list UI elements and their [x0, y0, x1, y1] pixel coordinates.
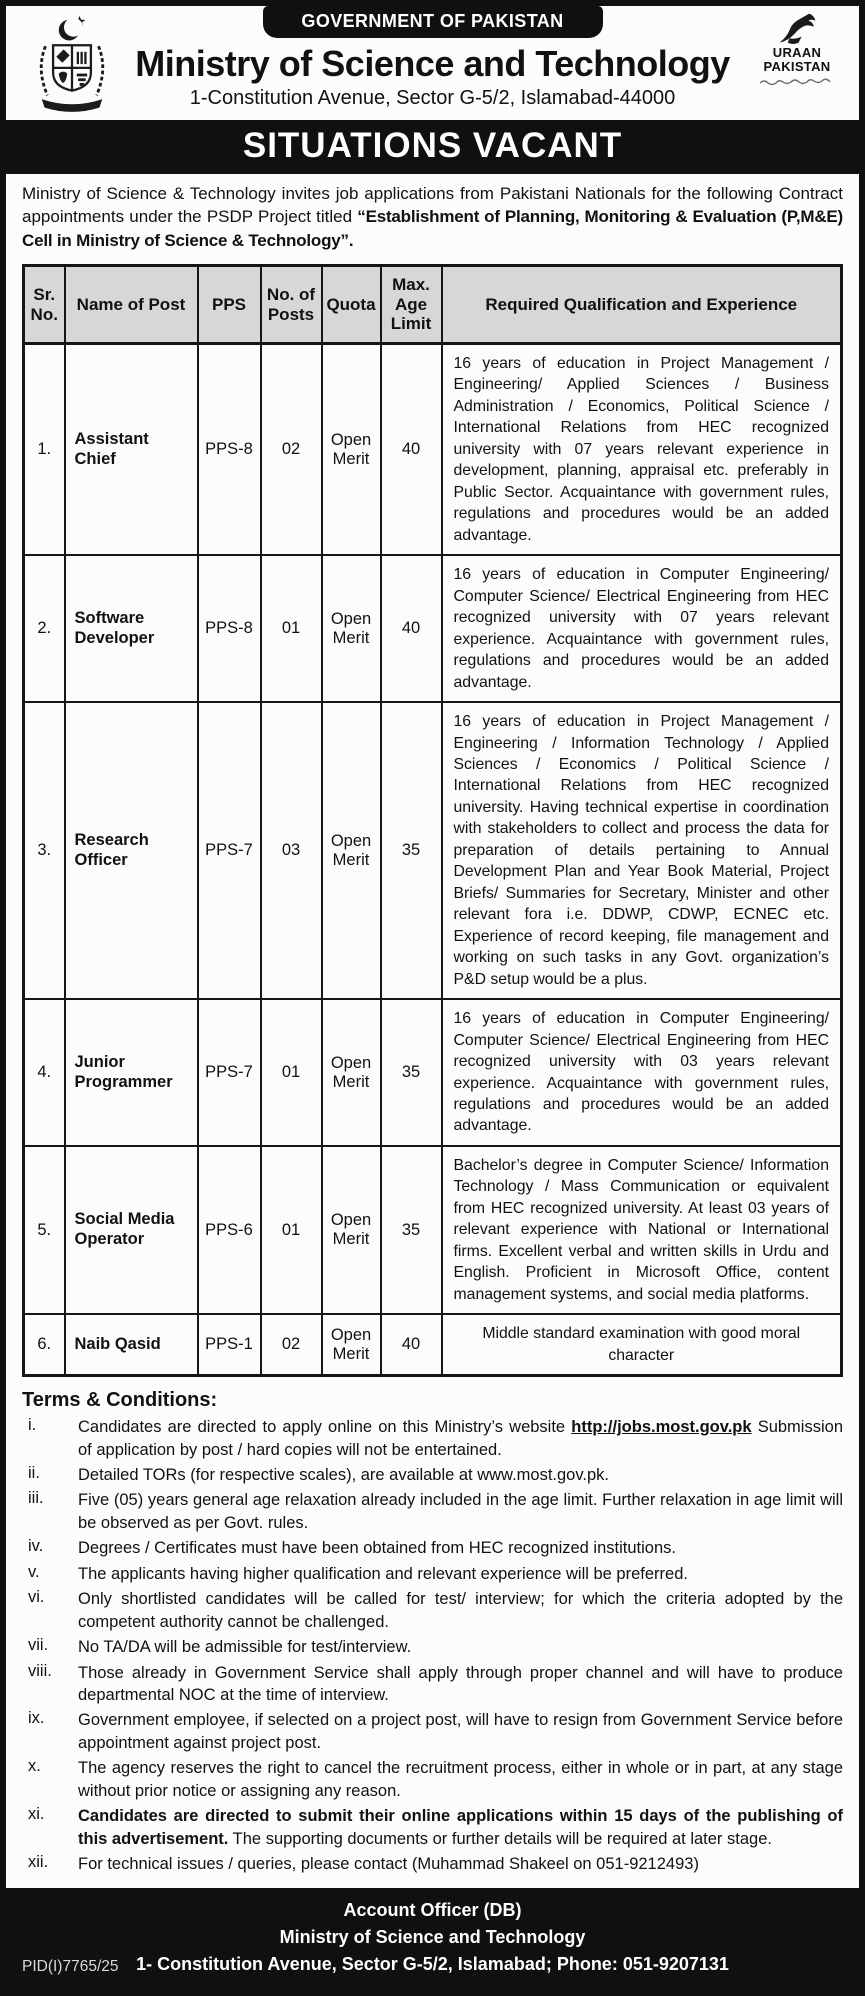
footer-lines: [6, 1897, 859, 1978]
column-header: No. of Posts: [261, 266, 322, 344]
text-segment: Those already in Government Service shall apply through proper channel and will have to produce departmental NOC at the time of interview.: [78, 1663, 843, 1704]
text-segment: Only shortlisted candidates will be called for test/ interview; for which the criteria adopted by the competent authority cannot be challenged.: [78, 1590, 843, 1631]
website-link[interactable]: http://jobs.most.gov.pk: [571, 1418, 752, 1437]
term-number: viii.: [28, 1661, 52, 1680]
no-of-posts-cell: 01: [261, 555, 322, 702]
term-number: vi.: [28, 1588, 45, 1607]
column-header: PPS: [198, 266, 261, 344]
term-text: [78, 1464, 843, 1486]
term-item: [22, 1563, 843, 1585]
quota-cell: Open Merit: [322, 1146, 381, 1314]
term-item: [22, 1709, 843, 1754]
term-text: [78, 1757, 843, 1802]
column-header: Sr. No.: [24, 266, 65, 344]
footer-line: Ministry of Science and Technology: [279, 1927, 586, 1948]
pakistan-label: PAKISTAN: [763, 58, 831, 74]
pps-cell: PPS-1: [198, 1314, 261, 1375]
column-header: Max. Age Limit: [381, 266, 442, 344]
pps-cell: PPS-6: [198, 1146, 261, 1314]
term-item: [22, 1489, 843, 1534]
max-age-cell: 40: [381, 344, 442, 556]
max-age-cell: 35: [381, 702, 442, 999]
pps-cell: PPS-8: [198, 344, 261, 556]
column-header: Quota: [322, 266, 381, 344]
term-number: iii.: [28, 1489, 44, 1508]
term-number: xii.: [28, 1853, 49, 1872]
quota-cell: Open Merit: [322, 999, 381, 1146]
qualification-cell: 16 years of education in Computer Engineering/ Computer Science/ Electrical Engineering from HEC recognized university with 07 years relevant experience. Acquaintance with government rules, regulations and procedures would be an added advantage.: [442, 555, 842, 702]
text-segment: Ministry of Science & Technology invites job applications from Pakistani Nationals for the following Contract appointments under the PSDP Project titled: [22, 184, 843, 227]
table-row: [24, 1146, 842, 1314]
ministry-address: 1-Constitution Avenue, Sector G-5/2, Islamabad-44000: [189, 87, 676, 109]
footer-line: Account Officer (DB): [343, 1900, 522, 1921]
term-number: iv.: [28, 1537, 44, 1556]
no-of-posts-cell: 01: [261, 999, 322, 1146]
pakistan-emblem-icon: [24, 14, 120, 123]
term-text: [78, 1805, 843, 1850]
vacancies-table: [22, 264, 843, 1377]
post-name-cell: Research Officer: [65, 702, 198, 999]
term-item: [22, 1537, 843, 1559]
ministry-title: Ministry of Science and Technology: [135, 43, 730, 84]
post-name-cell: Junior Programmer: [65, 999, 198, 1146]
qualification-cell: 16 years of education in Computer Engineering/ Computer Science/ Electrical Engineering from HEC recognized university with 03 years relevant experience. Acquaintance with government rules, regulations and procedures would be an added advantage.: [442, 999, 842, 1146]
text-segment: Five (05) years general age relaxation already included in the age limit. Further relaxation in age limit will be observed as per Govt. rules.: [78, 1491, 843, 1532]
term-number: i.: [28, 1416, 37, 1435]
max-age-cell: 40: [381, 1314, 442, 1375]
post-name-cell: Software Developer: [65, 555, 198, 702]
text-segment: Degrees / Certificates must have been obtained from HEC recognized institutions.: [78, 1539, 676, 1558]
sr-no-cell: 2.: [24, 555, 65, 702]
no-of-posts-cell: 02: [261, 344, 322, 556]
term-number: xi.: [28, 1805, 45, 1824]
term-text: [78, 1662, 843, 1707]
post-name-cell: Social Media Operator: [65, 1146, 198, 1314]
uraan-label: URAAN: [772, 45, 822, 60]
term-number: x.: [28, 1757, 41, 1776]
text-segment: No TA/DA will be admissible for test/interview.: [78, 1638, 412, 1657]
table-row: [24, 999, 842, 1146]
header: [6, 6, 859, 120]
text-segment: The agency reserves the right to cancel the recruitment process, either in whole or in part, at any stage without prior notice or assigning any reason.: [78, 1759, 843, 1800]
term-text: [78, 1537, 843, 1559]
terms-list: [22, 1416, 843, 1875]
term-item: [22, 1636, 843, 1658]
qualification-cell: Middle standard examination with good moral character: [442, 1314, 842, 1375]
sr-no-cell: 3.: [24, 702, 65, 999]
column-header: Name of Post: [65, 266, 198, 344]
text-segment: Candidates are directed to apply online on this Ministry’s website: [78, 1418, 572, 1437]
sr-no-cell: 6.: [24, 1314, 65, 1375]
text-segment: Detailed TORs (for respective scales), are available at www.most.gov.pk.: [78, 1466, 609, 1485]
pps-cell: PPS-7: [198, 702, 261, 999]
term-text: [78, 1853, 843, 1875]
text-segment: Submission of application by post / hard copies will not be entertained.: [78, 1418, 843, 1459]
post-name-cell: Assistant Chief: [65, 344, 198, 556]
term-text: [78, 1563, 843, 1585]
term-item: [22, 1588, 843, 1633]
uraan-pakistan-logo: [749, 12, 845, 91]
qualification-cell: 16 years of education in Project Management / Engineering/ Applied Sciences / Business Administration / Economics, Political Science / International Relations from HEC recognized university with 07 years relevant experience in development, planning, appraisal etc. preferably in Public Sector. Acquaintance with government rules, regulations and procedures would be an added advantage.: [442, 344, 842, 556]
max-age-cell: 40: [381, 555, 442, 702]
terms-section: [6, 1381, 859, 1888]
term-item: [22, 1805, 843, 1850]
term-item: [22, 1662, 843, 1707]
term-text: [78, 1588, 843, 1633]
situations-vacant-banner: SITUATIONS VACANT: [6, 120, 859, 174]
text-segment: Government employee, if selected on a project post, will have to resign from Government Service before appointment against project post.: [78, 1711, 843, 1752]
term-number: vii.: [28, 1636, 49, 1655]
max-age-cell: 35: [381, 999, 442, 1146]
footer-line: 1- Constitution Avenue, Sector G-5/2, Islamabad; Phone: 051-9207131: [136, 1954, 729, 1975]
sr-no-cell: 5.: [24, 1146, 65, 1314]
term-text: [78, 1636, 843, 1658]
table-header-row: [24, 266, 842, 344]
government-of-pakistan-badge: GOVERNMENT OF PAKISTAN: [263, 6, 603, 38]
term-number: ii.: [28, 1464, 40, 1483]
sr-no-cell: 1.: [24, 344, 65, 556]
pps-cell: PPS-7: [198, 999, 261, 1146]
no-of-posts-cell: 01: [261, 1146, 322, 1314]
post-name-cell: Naib Qasid: [65, 1314, 198, 1375]
qualification-cell: 16 years of education in Project Management / Engineering / Information Technology / Applied Sciences / Economics / Political Science / International Relations from HEC recognized university. Having technical expertise in coordination with stakeholders to collect and process the data for preparation of details pertaining to Annual Development Plan and Year Book Material, Project Briefs/ Summaries for Secretary, Minister and other relevant fora i.e. DDWP, CDWP, ECNEC etc. Experience of record keeping, file management and working on such tasks in any Govt. organization’s P&D setup would be a plus.: [442, 702, 842, 999]
quota-cell: Open Merit: [322, 555, 381, 702]
text-segment: The applicants having higher qualification and relevant experience will be preferred.: [78, 1564, 688, 1583]
pps-cell: PPS-8: [198, 555, 261, 702]
footer: [6, 1888, 859, 1990]
text-segment: The supporting documents or further details will be required at later stage.: [228, 1829, 772, 1848]
table-body: [24, 344, 842, 1376]
bird-icon: [774, 12, 820, 46]
quota-cell: Open Merit: [322, 1314, 381, 1375]
urdu-tagline: [758, 78, 836, 86]
max-age-cell: 35: [381, 1146, 442, 1314]
text-segment: For technical issues / queries, please contact (Muhammad Shakeel on 051-9212493): [78, 1855, 699, 1874]
text-segment: Candidates are directed to submit their online applications within 15 days of the publishing of this advertisement.: [78, 1807, 843, 1848]
quota-cell: Open Merit: [322, 344, 381, 556]
sr-no-cell: 4.: [24, 999, 65, 1146]
qualification-cell: Bachelor’s degree in Computer Science/ Information Technology / Mass Communication or equivalent from HEC recognized university. At least 03 years of relevant experience with National or International firms. Excellent verbal and written skills in Urdu and English. Proficient in Microsoft Office, content management systems, and social media platforms.: [442, 1146, 842, 1314]
term-text: [78, 1416, 843, 1461]
terms-heading: Terms & Conditions:: [22, 1389, 218, 1412]
no-of-posts-cell: 02: [261, 1314, 322, 1375]
term-text: [78, 1489, 843, 1534]
table-row: [24, 555, 842, 702]
table-row: [24, 1314, 842, 1375]
term-item: [22, 1464, 843, 1486]
table-row: [24, 702, 842, 999]
column-header: Required Qualification and Experience: [442, 266, 842, 344]
term-item: [22, 1853, 843, 1875]
no-of-posts-cell: 03: [261, 702, 322, 999]
text-segment: “Establishment of Planning, Monitoring & Evaluation (P,M&E) Cell in Ministry of Science & Technology”.: [22, 207, 843, 250]
term-text: [78, 1709, 843, 1754]
pid-number: PID(I)7765/25: [22, 1958, 119, 1976]
term-item: [22, 1416, 843, 1461]
quota-cell: Open Merit: [322, 702, 381, 999]
intro-paragraph: [6, 174, 859, 256]
term-number: ix.: [28, 1709, 45, 1728]
table-row: [24, 344, 842, 556]
term-item: [22, 1757, 843, 1802]
term-number: v.: [28, 1562, 40, 1581]
